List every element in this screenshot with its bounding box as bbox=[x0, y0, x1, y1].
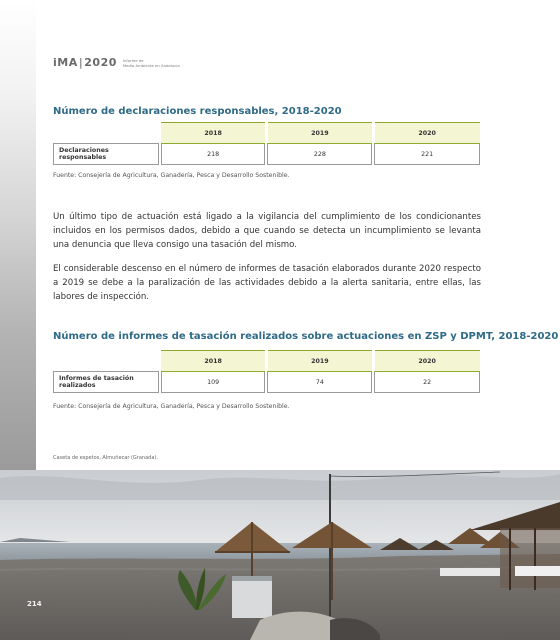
table1-col-2019: 2019 bbox=[268, 123, 372, 144]
table1-header-row bbox=[54, 123, 480, 144]
table2-header-row bbox=[54, 351, 480, 372]
side-gradient-bar bbox=[0, 0, 36, 472]
beach-scene bbox=[0, 470, 560, 640]
table1-col-2018: 2018 bbox=[161, 123, 265, 144]
table2-value-2019: 74 bbox=[268, 372, 372, 393]
table2-col-2019: 2019 bbox=[268, 351, 372, 372]
table1-header-empty bbox=[54, 123, 159, 144]
table2-value-2020: 22 bbox=[375, 372, 480, 393]
table1-col-2020: 2020 bbox=[375, 123, 480, 144]
table-informes-tasacion bbox=[53, 350, 480, 393]
table1-row-label: Declaraciones responsables bbox=[54, 144, 159, 165]
logo-text bbox=[123, 58, 180, 68]
espeto-box bbox=[232, 576, 272, 618]
table1-value-2018: 218 bbox=[161, 144, 265, 165]
paragraph-1: Un último tipo de actuación está ligado a la vigilancia del cumplimiento de los condicionantes incluidos en los permisos dados, debido a que cuando se detecta un incumplimiento se levanta una denuncia que lleva consigo una tasación del mismo. bbox=[53, 212, 481, 250]
beach-photo bbox=[0, 470, 560, 640]
paragraph-2: El considerable descenso en el número de informes de tasación elaborados durante 2020 respecto a 2019 se debe a la paralización de las actividades debido a la alerta sanitaria, entre ellas, las labores de inspección. bbox=[53, 264, 481, 302]
table2-header-empty bbox=[54, 351, 159, 372]
table-declaraciones bbox=[53, 122, 480, 165]
table1-value-2020: 221 bbox=[375, 144, 480, 165]
table2-row-label: Informes de tasación realizados bbox=[54, 372, 159, 393]
table1-source: Fuente: Consejería de Agricultura, Ganadería, Pesca y Desarrollo Sostenible. bbox=[53, 172, 290, 179]
table1-value-2019: 228 bbox=[268, 144, 372, 165]
table2-title: Número de informes de tasación realizados sobre actuaciones en ZSP y DPMT, 2018-2020 bbox=[53, 331, 559, 342]
logo-mark: iMA|2020 bbox=[53, 56, 117, 69]
table-row bbox=[54, 144, 480, 165]
photo-caption: Caseta de espetos, Almuñecar (Granada). bbox=[53, 455, 158, 461]
page-number: 214 bbox=[27, 600, 42, 608]
logo-brand: iMA bbox=[53, 56, 78, 69]
table2-col-2020: 2020 bbox=[375, 351, 480, 372]
logo-text-line2: Medio Ambiente en Andalucía bbox=[122, 62, 180, 68]
table2-value-2018: 109 bbox=[161, 372, 265, 393]
logo-text-line1: Informe de bbox=[122, 57, 144, 63]
report-logo bbox=[53, 56, 180, 69]
table2-source: Fuente: Consejería de Agricultura, Ganadería, Pesca y Desarrollo Sostenible. bbox=[53, 403, 290, 410]
logo-year: 2020 bbox=[84, 56, 117, 69]
table2-col-2018: 2018 bbox=[161, 351, 265, 372]
table1-title: Número de declaraciones responsables, 2018-2020 bbox=[53, 106, 342, 117]
table-row bbox=[54, 372, 480, 393]
